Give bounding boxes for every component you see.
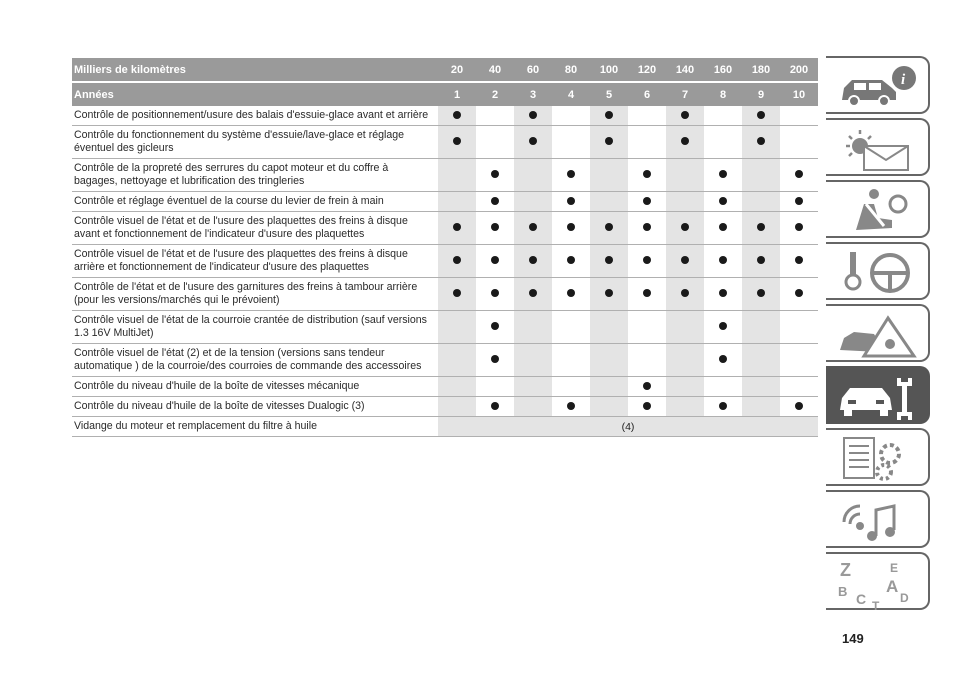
schedule-cell: [666, 192, 704, 212]
operation-description: Contrôle du fonctionnement du système d'essuie/lave-glace et réglage éventuel des gicleurs: [72, 126, 438, 159]
scheduled-mark: [795, 223, 803, 231]
year-value: 3: [514, 82, 552, 106]
table-row: [72, 106, 818, 126]
maintenance-schedule-table: [72, 58, 818, 437]
schedule-cell: [438, 245, 476, 278]
schedule-cell: [552, 344, 590, 377]
schedule-cell: [704, 192, 742, 212]
kilometers-value: 80: [552, 58, 590, 82]
schedule-cell: [780, 126, 818, 159]
year-value: 8: [704, 82, 742, 106]
tab-starting-driving[interactable]: [826, 242, 930, 300]
schedule-cell: [742, 311, 780, 344]
kilometers-value: 100: [590, 58, 628, 82]
technical-data-gears-icon: [834, 434, 926, 484]
multimedia-music-icon: [834, 496, 926, 546]
schedule-cell: [514, 377, 552, 397]
schedule-cell: [552, 159, 590, 192]
schedule-cell: [704, 126, 742, 159]
scheduled-mark: [757, 256, 765, 264]
schedule-cell: [514, 245, 552, 278]
scheduled-mark: [757, 137, 765, 145]
schedule-cell: [476, 278, 514, 311]
schedule-cell: [780, 106, 818, 126]
schedule-cell: [704, 212, 742, 245]
schedule-cell: [514, 278, 552, 311]
schedule-cell: [590, 159, 628, 192]
schedule-cell: [590, 344, 628, 377]
schedule-cell: [628, 212, 666, 245]
schedule-cell: [552, 126, 590, 159]
scheduled-mark: [795, 170, 803, 178]
scheduled-mark: [567, 402, 575, 410]
schedule-cell: [514, 192, 552, 212]
schedule-cell: [476, 126, 514, 159]
schedule-cell: [780, 344, 818, 377]
svg-text:i: i: [901, 72, 906, 88]
schedule-cell: [780, 159, 818, 192]
tab-warning-lights[interactable]: [826, 118, 930, 176]
scheduled-mark: [567, 289, 575, 297]
schedule-cell: [514, 397, 552, 417]
chapter-tabs-sidebar: [826, 56, 930, 612]
schedule-cell: [742, 377, 780, 397]
schedule-cell: [780, 377, 818, 397]
schedule-cell: [590, 126, 628, 159]
years-header-row: [72, 82, 818, 106]
schedule-cell: [742, 212, 780, 245]
schedule-cell: [704, 106, 742, 126]
schedule-cell: [666, 212, 704, 245]
operation-description: Contrôle du niveau d'huile de la boîte de vitesses mécanique: [72, 377, 438, 397]
table-row: [72, 344, 818, 377]
car-maintenance-wrench-icon: [834, 372, 926, 422]
scheduled-mark: [491, 322, 499, 330]
tab-emergency[interactable]: [826, 304, 930, 362]
year-value: 1: [438, 82, 476, 106]
schedule-cell: [780, 212, 818, 245]
scheduled-mark: [719, 197, 727, 205]
index-letter: B: [838, 584, 848, 599]
schedule-cell: [628, 278, 666, 311]
table-row: [72, 278, 818, 311]
scheduled-mark: [757, 111, 765, 119]
schedule-cell: [742, 245, 780, 278]
schedule-cell: [742, 126, 780, 159]
scheduled-mark: [719, 256, 727, 264]
tab-technical-data[interactable]: [826, 428, 930, 486]
scheduled-mark: [681, 111, 689, 119]
scheduled-mark: [681, 137, 689, 145]
schedule-cell: [742, 397, 780, 417]
schedule-cell: [552, 377, 590, 397]
table-row: [72, 159, 818, 192]
kilometers-value: 40: [476, 58, 514, 82]
schedule-cell: [666, 397, 704, 417]
schedule-cell: [628, 159, 666, 192]
schedule-cell: [552, 397, 590, 417]
index-letter: Z: [840, 560, 851, 580]
kilometers-value: 160: [704, 58, 742, 82]
scheduled-mark: [643, 256, 651, 264]
year-value: 9: [742, 82, 780, 106]
scheduled-mark: [491, 355, 499, 363]
schedule-cell: [742, 192, 780, 212]
kilometers-value: 120: [628, 58, 666, 82]
operation-description: Contrôle visuel de l'état et de l'usure des plaquettes des freins à disque avant et fonctionnement de l'indicateur d'usure des plaquettes: [72, 212, 438, 245]
index-letter: C: [856, 591, 867, 607]
index-letter: T: [872, 599, 880, 612]
scheduled-mark: [453, 256, 461, 264]
index-letter: E: [890, 561, 899, 575]
car-crash-warning-icon: [834, 310, 926, 360]
schedule-cell: [514, 126, 552, 159]
index-letter: A: [886, 577, 899, 596]
year-value: 5: [590, 82, 628, 106]
schedule-cell: [590, 377, 628, 397]
schedule-cell: [552, 192, 590, 212]
tab-safety[interactable]: [826, 180, 930, 238]
schedule-cell: [666, 344, 704, 377]
table-row: [72, 417, 818, 437]
scheduled-mark: [529, 137, 537, 145]
schedule-cell: [552, 245, 590, 278]
scheduled-mark: [681, 289, 689, 297]
schedule-cell: [590, 192, 628, 212]
schedule-cell: [438, 344, 476, 377]
schedule-cell: [666, 245, 704, 278]
key-steering-wheel-icon: [834, 248, 926, 298]
scheduled-mark: [491, 402, 499, 410]
operation-description: Vidange du moteur et remplacement du filtre à huile: [72, 417, 438, 437]
schedule-cell: [476, 311, 514, 344]
schedule-cell: [742, 159, 780, 192]
schedule-cell: [742, 278, 780, 311]
schedule-cell: [438, 278, 476, 311]
scheduled-mark: [567, 170, 575, 178]
table-row: [72, 311, 818, 344]
operation-description: Contrôle visuel de l'état de la courroie crantée de distribution (sauf versions 1.3 16V MultiJet): [72, 311, 438, 344]
table-row: [72, 397, 818, 417]
schedule-cell: [704, 159, 742, 192]
scheduled-mark: [643, 289, 651, 297]
schedule-cell: [666, 159, 704, 192]
scheduled-mark: [605, 256, 613, 264]
maintenance-rows: [72, 106, 818, 437]
schedule-cell: [628, 126, 666, 159]
seat-airbag-icon: [834, 186, 926, 236]
scheduled-mark: [719, 223, 727, 231]
schedule-cell: [438, 212, 476, 245]
table-row: [72, 192, 818, 212]
schedule-cell: [590, 278, 628, 311]
schedule-cell: [514, 159, 552, 192]
schedule-cell: [628, 397, 666, 417]
schedule-cell: [590, 245, 628, 278]
schedule-cell: [552, 311, 590, 344]
schedule-cell: [514, 344, 552, 377]
schedule-cell: [590, 212, 628, 245]
scheduled-mark: [567, 223, 575, 231]
schedule-cell: [780, 311, 818, 344]
schedule-cell: [438, 311, 476, 344]
scheduled-mark: [719, 289, 727, 297]
schedule-cell: [438, 377, 476, 397]
car-info-icon: [834, 62, 926, 112]
schedule-cell: [552, 106, 590, 126]
scheduled-mark: [643, 382, 651, 390]
scheduled-mark: [605, 223, 613, 231]
schedule-cell: [438, 159, 476, 192]
schedule-cell: [628, 377, 666, 397]
scheduled-mark: [529, 111, 537, 119]
schedule-cell: [628, 192, 666, 212]
schedule-cell: [628, 344, 666, 377]
tab-index[interactable]: [826, 552, 930, 610]
scheduled-mark: [643, 223, 651, 231]
scheduled-mark: [681, 223, 689, 231]
operation-description: Contrôle de positionnement/usure des balais d'essuie-glace avant et arrière: [72, 106, 438, 126]
schedule-cell: [666, 377, 704, 397]
scheduled-mark: [453, 111, 461, 119]
scheduled-mark: [491, 256, 499, 264]
scheduled-mark: [453, 289, 461, 297]
schedule-cell: [438, 106, 476, 126]
schedule-cell: [780, 245, 818, 278]
operation-description: Contrôle et réglage éventuel de la course du levier de frein à main: [72, 192, 438, 212]
schedule-cell: [704, 377, 742, 397]
schedule-cell: [742, 344, 780, 377]
schedule-cell: [628, 311, 666, 344]
years-header-label: Années: [72, 82, 438, 106]
scheduled-mark: [491, 289, 499, 297]
scheduled-mark: [795, 289, 803, 297]
scheduled-mark: [719, 355, 727, 363]
schedule-cell: [438, 397, 476, 417]
year-value: 7: [666, 82, 704, 106]
schedule-cell: [438, 192, 476, 212]
schedule-cell: [704, 397, 742, 417]
scheduled-mark: [643, 197, 651, 205]
schedule-cell: [552, 212, 590, 245]
year-value: 2: [476, 82, 514, 106]
schedule-cell: [590, 311, 628, 344]
scheduled-mark: [719, 402, 727, 410]
scheduled-mark: [491, 197, 499, 205]
schedule-cell: [780, 397, 818, 417]
page-number: 149: [842, 631, 864, 646]
schedule-cell: [552, 278, 590, 311]
tab-multimedia[interactable]: [826, 490, 930, 548]
year-value: 4: [552, 82, 590, 106]
scheduled-mark: [529, 256, 537, 264]
scheduled-mark: [643, 402, 651, 410]
scheduled-mark: [719, 322, 727, 330]
table-row: [72, 245, 818, 278]
kilometers-value: 200: [780, 58, 818, 82]
operation-description: Contrôle du niveau d'huile de la boîte de vitesses Dualogic (3): [72, 397, 438, 417]
scheduled-mark: [453, 223, 461, 231]
table-row: [72, 126, 818, 159]
operation-description: Contrôle visuel de l'état et de l'usure des plaquettes des freins à disque arrière et fonctionnement de l'indicateur d'usure des plaquettes: [72, 245, 438, 278]
schedule-cell: [704, 344, 742, 377]
scheduled-mark: [757, 223, 765, 231]
schedule-cell: [704, 311, 742, 344]
schedule-cell: [666, 126, 704, 159]
schedule-cell: [628, 106, 666, 126]
schedule-cell: [666, 311, 704, 344]
schedule-cell: [438, 126, 476, 159]
schedule-cell: [514, 212, 552, 245]
scheduled-mark: [567, 256, 575, 264]
scheduled-mark: [491, 170, 499, 178]
year-value: 10: [780, 82, 818, 106]
operation-description: Contrôle de l'état et de l'usure des garnitures des freins à tambour arrière (pour les versions/marchés qui le prévoient): [72, 278, 438, 311]
schedule-cell: [476, 397, 514, 417]
schedule-cell: [666, 106, 704, 126]
index-letter: D: [900, 591, 909, 605]
schedule-cell: [476, 245, 514, 278]
schedule-cell: [476, 159, 514, 192]
scheduled-mark: [719, 170, 727, 178]
scheduled-mark: [757, 289, 765, 297]
schedule-cell: [742, 106, 780, 126]
schedule-cell: [590, 106, 628, 126]
year-value: 6: [628, 82, 666, 106]
scheduled-mark: [795, 402, 803, 410]
kilometers-header-row: [72, 58, 818, 82]
schedule-cell: [514, 311, 552, 344]
kilometers-value: 180: [742, 58, 780, 82]
scheduled-mark: [643, 170, 651, 178]
schedule-cell: [476, 212, 514, 245]
operation-description: Contrôle de la propreté des serrures du capot moteur et du coffre à bagages, nettoyage et lubrification des tringleries: [72, 159, 438, 192]
scheduled-mark: [567, 197, 575, 205]
schedule-cell: [628, 245, 666, 278]
scheduled-mark: [529, 289, 537, 297]
schedule-cell: [666, 278, 704, 311]
schedule-cell: [476, 192, 514, 212]
schedule-cell: [476, 344, 514, 377]
alphabetical-index-icon: [834, 558, 926, 612]
schedule-cell: [476, 106, 514, 126]
scheduled-mark: [795, 197, 803, 205]
scheduled-mark: [795, 256, 803, 264]
scheduled-mark: [681, 256, 689, 264]
schedule-cell: [514, 106, 552, 126]
schedule-note: (4): [438, 417, 818, 437]
schedule-cell: [780, 278, 818, 311]
scheduled-mark: [491, 223, 499, 231]
tab-maintenance[interactable]: [826, 366, 930, 424]
scheduled-mark: [529, 223, 537, 231]
kilometers-header-label: Milliers de kilomètres: [72, 58, 438, 82]
schedule-cell: [590, 397, 628, 417]
scheduled-mark: [605, 137, 613, 145]
schedule-cell: [476, 377, 514, 397]
kilometers-value: 60: [514, 58, 552, 82]
warning-lights-message-icon: [834, 124, 926, 174]
kilometers-value: 140: [666, 58, 704, 82]
schedule-cell: [780, 192, 818, 212]
schedule-cell: [704, 245, 742, 278]
table-row: [72, 212, 818, 245]
scheduled-mark: [605, 289, 613, 297]
operation-description: Contrôle visuel de l'état (2) et de la tension (versions sans tendeur automatique ) de la courroie/des courroies de commande des accessoires: [72, 344, 438, 377]
scheduled-mark: [453, 137, 461, 145]
tab-car-info[interactable]: [826, 56, 930, 114]
scheduled-mark: [605, 111, 613, 119]
schedule-cell: [704, 278, 742, 311]
kilometers-value: 20: [438, 58, 476, 82]
table-row: [72, 377, 818, 397]
